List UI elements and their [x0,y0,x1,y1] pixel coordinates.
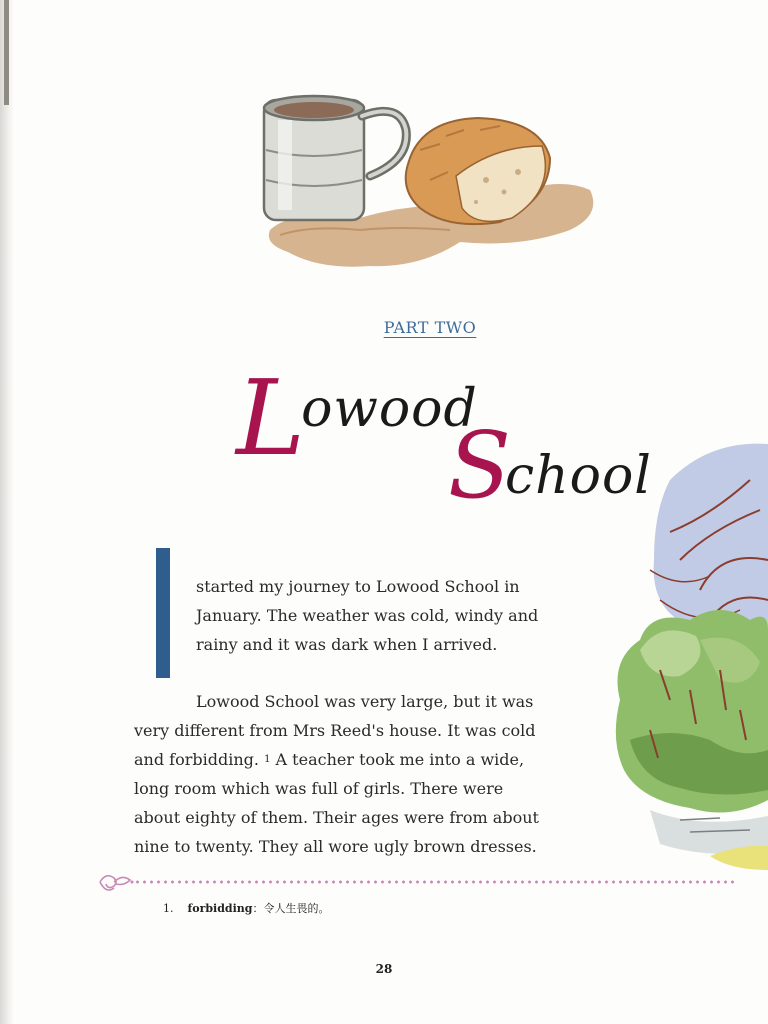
title-rest-owood: owood [301,379,478,439]
body-line: about eighty of them. Their ages were from about [134,808,539,827]
body-line: Lowood School was very large, but it was [196,692,534,711]
drop-cap-i [156,548,170,678]
footnote-term: forbidding [187,902,253,915]
title-initial-s: S [448,412,512,519]
body-line: started my journey to Lowood School in [196,577,520,596]
body-line: January. The weather was cold, windy and [196,606,539,625]
page-spine-shadow [0,0,14,1024]
title-initial-l: L [236,357,306,479]
title-rest-chool: chool [505,446,652,506]
dotted-rule [134,880,734,884]
footnote-reference[interactable]: 1 [264,754,271,765]
mug-and-bread-illustration [250,80,610,280]
body-text: A teacher took me into a wide, [275,750,525,769]
body-line: nine to twenty. They all wore ugly brown dresses. [134,837,537,856]
footnote [163,900,330,916]
body-line-with-footnote [134,745,539,774]
footnote-divider [96,868,736,898]
footnote-number: 1. [163,902,174,915]
footnote-definition: ：令人生畏的。 [252,902,330,915]
body-paragraph-full [134,687,539,861]
title-word-school [448,412,652,519]
spine-mark [4,0,9,105]
body-line: rainy and it was dark when I arrived. [196,635,498,654]
flourish-ornament-icon [96,868,136,898]
body-line: very different from Mrs Reed's house. It was cold [134,721,536,740]
body-text: and forbidding. [134,750,259,769]
body-paragraph-indented [196,572,538,659]
title-word-lowood [236,357,478,479]
part-label: PART TWO [383,318,477,337]
body-line: long room which was full of girls. There were [134,779,504,798]
page-number: 28 [375,962,393,976]
